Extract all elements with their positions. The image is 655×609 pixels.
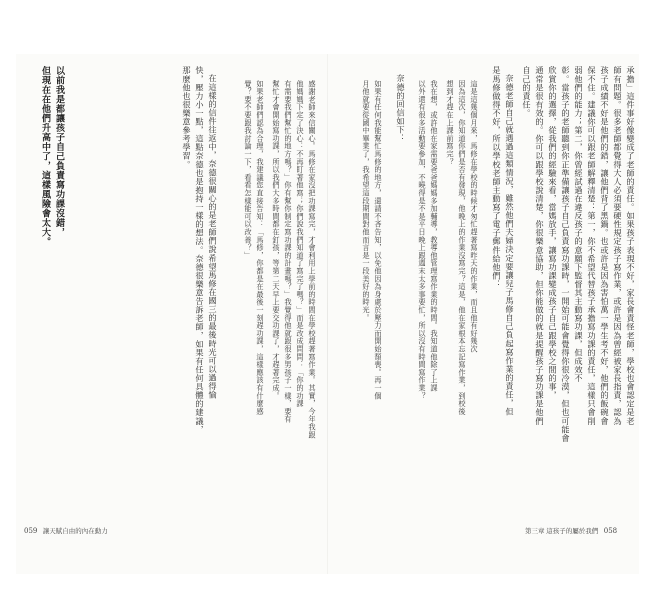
body-column: 奈德老師自己就遇過這類情況，雖然他們夫婦決定要讓兒子馬修自己負起寫作業的責任，但: [505, 74, 515, 416]
email-quote-line: 這是這幾個月來，馬修在學校的時候才匆忙趕著寫昨天的作業，而且他有好幾次: [470, 80, 479, 353]
book-gutter: [327, 54, 328, 574]
body-column: 欣賞你的選擇，從我們的經驗來看，當媽放手，讓寫功課變成孩子自己跟學校之間的事，: [548, 66, 558, 400]
reply-intro: 奈德的回信如下：: [396, 74, 406, 143]
book-title: 讓天賦自由的內在動力: [42, 528, 108, 535]
body-column: 是馬修做得不好，所以學校老師主動寫了電子郵件給他們：: [492, 66, 502, 289]
body-column: 彰。當孩子的老師聽到你正準備讓孩子自己負責寫功課時，一開始可能會覺得你很冷漠，但也可能會: [561, 66, 571, 443]
body-column: 師有問題。很多老師都覺得大人必須要硬性規定孩子寫作業，或許是因為曾經被家長指責，認為: [613, 66, 623, 426]
body-column: 通常是很有效的。你可以跟學校說清楚，你很樂意協助，但你能做的就是提醒孩子寫功課是他們: [535, 66, 545, 426]
highlight-quote: 但現在在他們升高中了，這樣風險會太大。: [40, 66, 50, 247]
email-quote-line: 因為這次，你知道你們是否有發現，他晚上的作業沒寫完？這是，他在家根本忘記寫作業，到校後: [458, 80, 467, 416]
body-column: 那麼他也很樂意參考學習。: [182, 66, 192, 169]
highlight-quote: 以前我是都讓孩子自己負責寫功課沒錯，: [54, 66, 64, 237]
reply-quote-line: 月他就要從國中畢業了，我希望這段期間對他而言是一段美好的時光。: [362, 80, 371, 322]
page-number: 059: [24, 527, 38, 535]
left-folio: [24, 526, 108, 535]
body-column: 自己的責任。: [522, 66, 532, 118]
right-folio: [525, 526, 617, 535]
chapter-title: 第三章 這孩子的屬於我們: [525, 528, 599, 535]
reply-quote-line: 幫忙才會開始寫功課，所以我們大多時間都在釘孩，等第二天早上要交功課了，才趕著完成。: [272, 80, 281, 400]
reply-quote-line: 感謝老師來信關心。馬修在家沒把功課寫完，才會利用上學前的時間在學校趕著寫作業。其實，今年我跟: [308, 80, 317, 439]
body-column: 承擔」這件事好像變成了老師的責任。如果孩子表現不好，家長會責怪老師，學校也會認定是老: [626, 66, 636, 426]
body-column: 保不住。建議你可以跟老師解釋清楚：第一，你不希望代替孩子承擔寫功課的責任，這樣只會削: [587, 66, 597, 426]
reply-quote-line: 有需要我們幫忙的地方嗎？」你有幫你制定寫功課的計畫嗎？」我覺得他就跟很多男孩子一樣，要有: [284, 80, 293, 424]
email-quote-line: 以外還有很多活動要參加，不曉得是不是平日晚上跟週末太多事要忙，所以沒有時間寫作業？: [418, 80, 427, 400]
body-column: 在這樣的信件往返中，奈德很關心的是老師們說希望馬修在國三的最後時光可以過得愉: [208, 74, 218, 399]
email-quote-line: 想到才趕在上課前寫完？: [446, 80, 455, 166]
page-number: 058: [603, 527, 618, 535]
body-column: 弱他們的能力；第二，你曾經試過在違反孩子的意願下監督其主動寫功課，但成效不: [574, 66, 584, 383]
reply-quote-line: 如果老師們認為合理，我建議您直接告知：「馬修，你都是在最後一刻趕功課，這樣應該有什麼感: [256, 80, 265, 416]
left-page: [22, 66, 322, 506]
reply-quote-line: 如果有任何我能幫忙馬修的地方，還請不吝告知，以免他因為身處於壓力而開始頹喪。再一個: [374, 80, 383, 400]
right-page: [340, 66, 640, 506]
email-quote-line: 我在想，或許他在家需要爸爸媽媽多加輔導，教導他管理寫作業的時間。我知道他除了上課: [430, 80, 439, 392]
body-column: 快，壓力小一點，這點奈德也是抱持一樣的想法。奈德很樂意告訴老師，如果有任何具體的建議，: [195, 66, 205, 434]
reply-quote-line: 覺？要不要跟我討論一下，看看怎樣能可以改善？」: [244, 80, 253, 260]
reply-quote-line: 他媽媽下定了決心：不再盯著他寫；你們說我們知道了寫完了嗎？」而是改成問問：「你的功課: [296, 80, 305, 408]
body-column: 孩子成績不好是他們的錯，讓他們背了黑鍋。也或許是因為害怕萬一學生考不好，他們的飯碗會: [600, 66, 610, 426]
